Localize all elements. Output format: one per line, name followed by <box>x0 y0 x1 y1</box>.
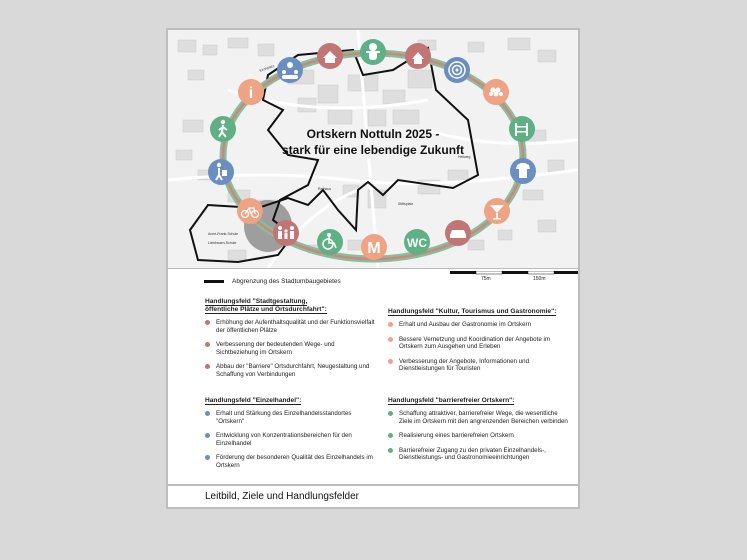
bullet-dot <box>205 433 210 438</box>
field-title: Handlungsfeld "barrierefreier Ortskern": <box>388 397 515 404</box>
bullet-dot <box>388 433 393 438</box>
bullet-dot <box>388 359 393 364</box>
list-item: Erhalt und Stärkung des Einzelhandelsstandortes "Ortskern" <box>205 410 375 425</box>
bullet-dot <box>205 364 210 369</box>
bullet-dot <box>388 337 393 342</box>
market-m-icon[interactable] <box>361 234 387 260</box>
list-item: Verbesserung der Angebote, Informationen und Dienstleistungen für Touristen <box>388 358 568 373</box>
scale-label-150: 150m <box>533 276 546 281</box>
bullet-dot <box>205 455 210 460</box>
boundary-legend-line <box>204 280 224 283</box>
field-stadtgestaltung <box>205 298 375 385</box>
legend <box>204 278 341 285</box>
wc-icon[interactable] <box>404 229 430 255</box>
field-title: Handlungsfeld "Kultur, Tourismus und Gastronomie": <box>388 308 557 315</box>
bullet-dot <box>388 322 393 327</box>
street-label: Kirchplatz <box>258 63 275 73</box>
info-icon[interactable] <box>238 79 264 105</box>
bicycle-icon[interactable] <box>237 198 263 224</box>
bullet-dot <box>388 448 393 453</box>
street-label: Rathaus <box>318 187 332 191</box>
field-einzelhandel <box>205 397 375 476</box>
poster-sheet <box>166 28 580 509</box>
list-item: Abbau der "Barriere" Ortsdurchfahrt, Neugestaltung und Schaffung von Verbindungen <box>205 363 375 378</box>
field-title: Handlungsfeld "Einzelhandel": <box>205 397 302 404</box>
cocktail-glass-icon[interactable] <box>484 198 510 224</box>
shopping-person-icon[interactable] <box>208 159 234 185</box>
scale-bar <box>168 268 578 281</box>
scale-label-75: 75m <box>481 276 491 281</box>
house-icon[interactable] <box>405 43 431 69</box>
list-item: Erhöhung der Aufenthaltsqualität und der Funktionsvielfalt der öffentlichen Plätze <box>205 319 375 334</box>
car-icon[interactable] <box>445 220 471 246</box>
town-map <box>168 30 578 268</box>
info-people-icon[interactable] <box>277 57 303 83</box>
list-item: Barrierefreier Zugang zu den privaten Einzelhandels-, Dienstleistungs- und Gastronomieeinrichtungen <box>388 447 568 462</box>
target-icon[interactable] <box>444 57 470 83</box>
street-label: Stiftsplatz <box>398 202 414 206</box>
footer-title: Leitbild, Ziele und Handlungsfelder <box>205 491 359 502</box>
field-kultur <box>388 308 568 380</box>
svg-text:i: i <box>248 85 254 102</box>
bullet-dot <box>205 320 210 325</box>
map-title-line1: Ortskern Nottuln 2025 - <box>306 127 440 141</box>
footer <box>168 484 578 509</box>
field-title: Handlungsfeld "Stadtgestaltung, öffentliche Plätze und Ortsdurchfahrt": <box>205 298 327 313</box>
list-item: Bessere Vernetzung und Koordination der Angebote im Ortskern zum Ausgehen und Erleben <box>388 336 568 351</box>
tshirt-icon[interactable] <box>510 158 536 184</box>
bullet-dot <box>205 342 210 347</box>
grapes-icon[interactable] <box>483 79 509 105</box>
field-barrierefrei <box>388 397 568 469</box>
boundary-legend-label: Abgrenzung des Stadtumbaugebietes <box>232 278 341 285</box>
bullet-dot <box>388 411 393 416</box>
map-title-line2: stark für eine lebendige Zukunft <box>281 143 465 157</box>
svg-text:M: M <box>367 240 381 257</box>
school-label: Liebfrauen-Schule <box>208 241 237 245</box>
family-icon[interactable] <box>273 220 299 246</box>
list-item: Erhalt und Ausbau der Gastronomie im Ortskern <box>388 321 568 329</box>
wheelchair-icon[interactable] <box>317 229 343 255</box>
list-item: Realisierung eines barrierefreien Ortskern <box>388 432 568 440</box>
school-label-2: Anne-Frank-Schule <box>208 232 239 236</box>
tree-icon[interactable] <box>360 39 386 65</box>
svg-text:WC: WC <box>407 236 427 250</box>
list-item: Verbesserung der bedeutenden Wege- und Sichtbeziehung im Ortskern <box>205 341 375 356</box>
bullet-dot <box>205 411 210 416</box>
list-item: Entwicklung von Konzentrationsbereichen für den Einzelhandel <box>205 432 375 447</box>
street-label: Hellweg <box>458 155 471 159</box>
house-icon[interactable] <box>317 43 343 69</box>
list-item: Förderung der besonderen Qualität des Einzelhandels im Ortskern <box>205 454 375 469</box>
list-item: Schaffung attraktiver, barrierefreier Wege, die wesentliche Ziele im Ortskern mit den angrenzenden Bereichen verbinden <box>388 410 568 425</box>
